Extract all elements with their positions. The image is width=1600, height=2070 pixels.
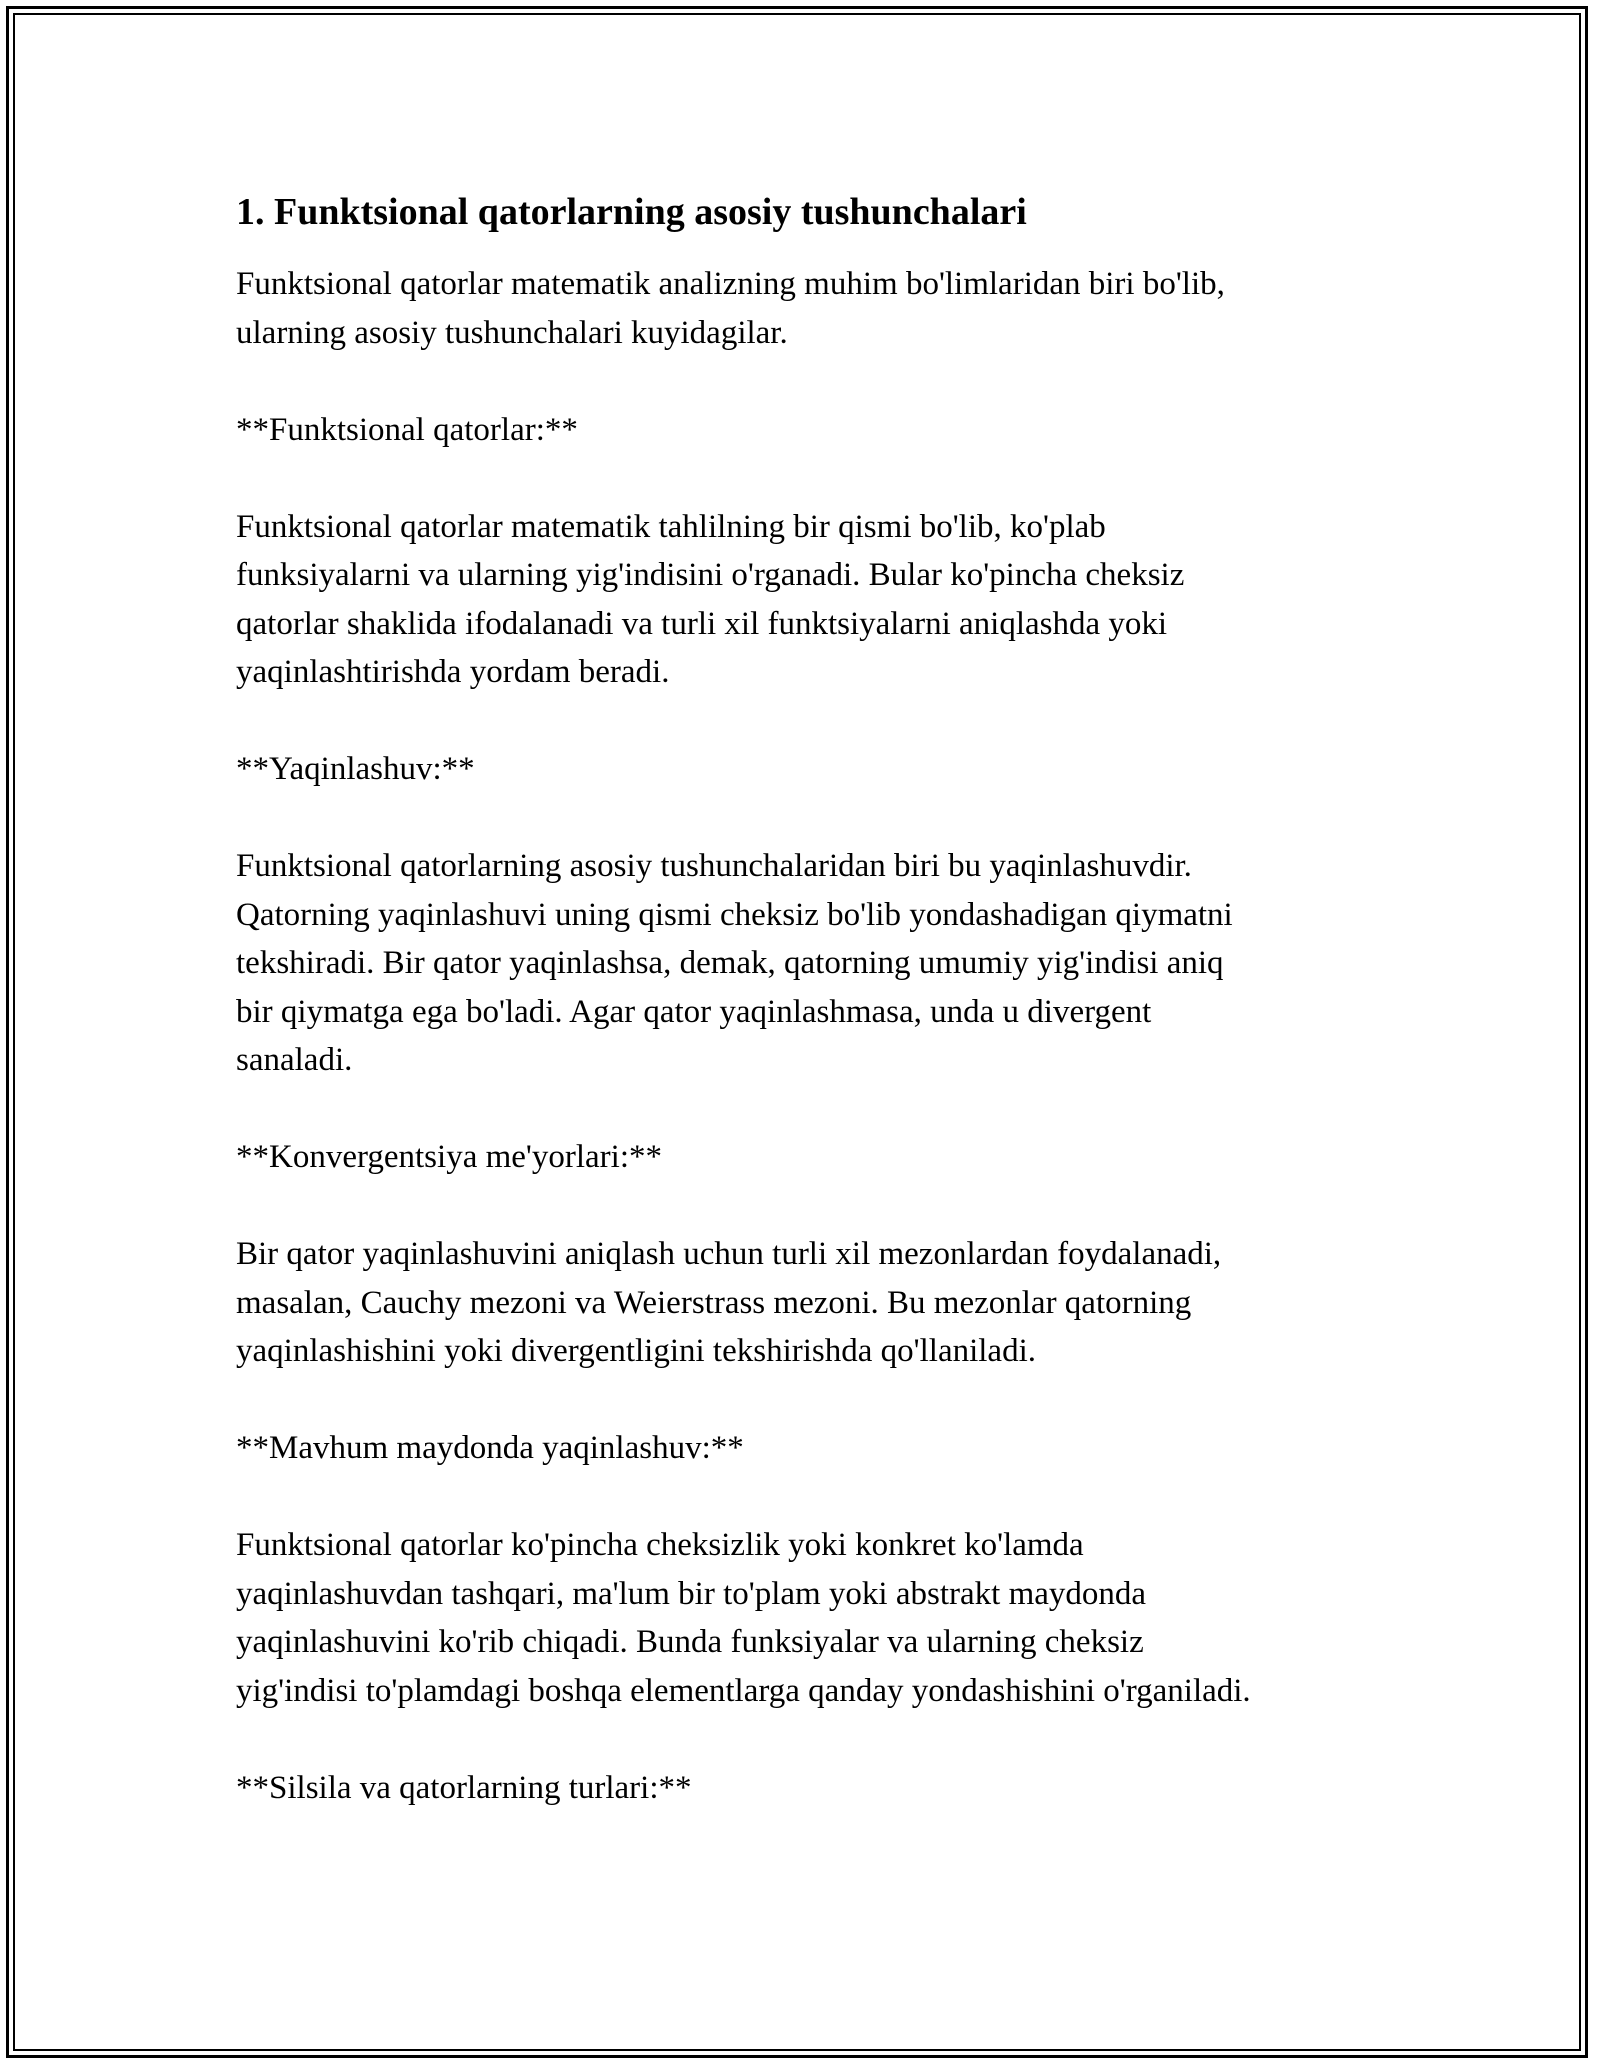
section-heading-silsila xyxy=(236,1764,1416,1813)
text-line: **Mavhum maydonda yaqinlashuv:** xyxy=(236,1430,744,1466)
section-heading-yaqinlashuv xyxy=(236,745,1416,794)
document-body xyxy=(236,188,1416,1861)
text-line: Funktsional qatorlar matematik analizning muhim bo'limlaridan biri bo'lib, xyxy=(236,266,1225,302)
text-line: yaqinlashtirishda yordam beradi. xyxy=(236,654,670,690)
text-line: **Silsila va qatorlarning turlari:** xyxy=(236,1769,692,1806)
section-heading-konvergentsiya xyxy=(236,1133,1416,1182)
section-heading-mavhum-maydon xyxy=(236,1424,1416,1473)
text-line: **Funktsional qatorlar:** xyxy=(236,411,578,448)
text-line: funksiyalarni va ularning yig'indisini o'rganadi. Bular ko'pincha cheksiz xyxy=(236,557,1185,593)
text-line: ularning asosiy tushunchalari kuyidagilar. xyxy=(236,314,788,351)
paragraph-funktsional-qatorlar xyxy=(236,503,1416,697)
text-line: bir qiymatga ega bo'ladi. Agar qator yaqinlashmasa, unda u divergent xyxy=(236,993,1152,1030)
text-line: **Yaqinlashuv:** xyxy=(236,751,475,787)
text-line: masalan, Cauchy mezoni va Weierstrass mezoni. Bu mezonlar qatorning xyxy=(236,1284,1192,1321)
paragraph-mavhum-maydon xyxy=(236,1521,1416,1715)
text-line: qatorlar shaklida ifodalanadi va turli xil funktsiyalarni aniqlashda yoki xyxy=(236,605,1168,642)
text-line: Qatorning yaqinlashuvi uning qismi cheksiz bo'lib yondashadigan qiymatni xyxy=(236,896,1233,933)
text-line: Bir qator yaqinlashuvini aniqlash uchun turli xil mezonlardan foydalanadi, xyxy=(236,1236,1222,1272)
text-line: Funktsional qatorlar matematik tahlilning bir qismi bo'lib, ko'plab xyxy=(236,508,1106,545)
text-line: yig'indisi to'plamdagi boshqa elementlarga qanday yondashishini o'rganiladi. xyxy=(236,1672,1251,1709)
text-line: yaqinlashishini yoki divergentligini tekshirishda qo'llaniladi. xyxy=(236,1333,1036,1369)
page-title: 1. Funktsional qatorlarning asosiy tushunchalari xyxy=(236,191,1027,233)
paragraph-konvergentsiya xyxy=(236,1230,1416,1376)
paragraph-yaqinlashuv xyxy=(236,842,1416,1085)
paragraph-intro xyxy=(236,260,1416,357)
text-line: tekshiradi. Bir qator yaqinlashsa, demak, qatorning umumiy yig'indisi aniq xyxy=(236,945,1224,981)
text-line: yaqinlashuvini ko'rib chiqadi. Bunda funksiyalar va ularning cheksiz xyxy=(236,1624,1144,1660)
text-line: yaqinlashuvdan tashqari, ma'lum bir to'plam yoki abstrakt maydonda xyxy=(236,1575,1147,1612)
text-line: sanaladi. xyxy=(236,1042,353,1078)
text-line: Funktsional qatorlar ko'pincha cheksizlik yoki konkret ko'lamda xyxy=(236,1527,1084,1563)
text-line: Funktsional qatorlarning asosiy tushunchalaridan biri bu yaqinlashuvdir. xyxy=(236,848,1192,884)
text-line: **Konvergentsiya me'yorlari:** xyxy=(236,1139,662,1175)
section-heading-funktsional-qatorlar xyxy=(236,406,1416,455)
